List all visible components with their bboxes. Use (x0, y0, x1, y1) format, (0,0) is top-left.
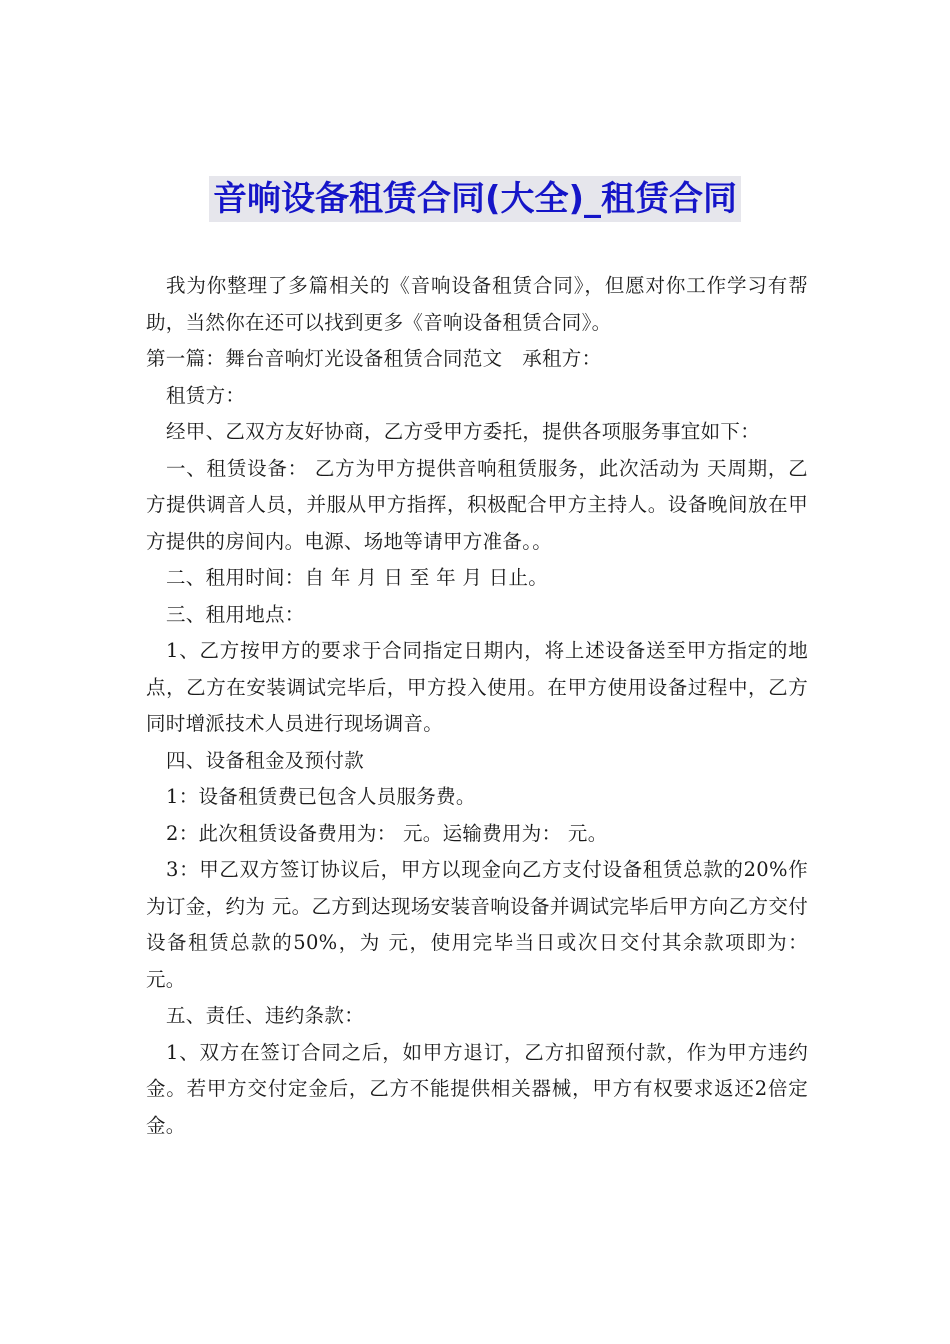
paragraph-clause-5-1: 1、双方在签订合同之后，如甲方退订，乙方扣留预付款，作为甲方违约金。若甲方交付定金后，乙方不能提供相关器械，甲方有权要求返还2倍定金。 (146, 1040, 808, 1137)
title-container (0, 176, 950, 222)
paragraph-preamble: 经甲、乙双方友好协商，乙方受甲方委托，提供各项服务事宜如下： (166, 420, 761, 443)
paragraph-clause-4-1: 1：设备租赁费已包含人员服务费。 (166, 785, 476, 808)
paragraph-lessor: 租赁方： (166, 383, 246, 407)
paragraph-clause-2: 二、租用时间：自 年 月 日 至 年 月 日止。 (166, 566, 549, 589)
paragraph-clause-4: 四、设备租金及预付款 (166, 748, 365, 772)
paragraph-clause-3: 三、租用地点： (166, 602, 305, 626)
paragraph-clause-4-3: 3：甲乙双方签订协议后，甲方以现金向乙方支付设备租赁总款的20%作为订金，约为 元。乙方到达现场安装音响设备并调试完毕后甲方向乙方交付设备租赁总款的50%，为 元，使用完毕当日或次日交付其余款项即为： 元。 (146, 858, 808, 991)
paragraph-intro: 我为你整理了多篇相关的《音响设备租赁合同》，但愿对你工作学习有帮助，当然你在还可以找到更多《音响设备租赁合同》。 (146, 274, 808, 334)
paragraph-clause-5: 五、责任、违约条款： (166, 1004, 365, 1027)
document-title: 音响设备租赁合同(大全)_租赁合同 (209, 176, 741, 222)
paragraph-section-heading: 第一篇：舞台音响灯光设备租赁合同范文 承租方： (146, 347, 602, 370)
document-body (146, 268, 808, 1144)
paragraph-clause-3-1: 1、乙方按甲方的要求于合同指定日期内，将上述设备送至甲方指定的地点，乙方在安装调试完毕后，甲方投入使用。在甲方使用设备过程中，乙方同时增派技术人员进行现场调音。 (146, 639, 808, 735)
paragraph-clause-1: 一、租赁设备： 乙方为甲方提供音响租赁服务，此次活动为 天周期，乙方提供调音人员，并服从甲方指挥，积极配合甲方主持人。设备晚间放在甲方提供的房间内。电源、场地等请甲方准备。。 (146, 456, 808, 553)
paragraph-clause-4-2: 2：此次租赁设备费用为： 元。运输费用为： 元。 (166, 821, 608, 845)
